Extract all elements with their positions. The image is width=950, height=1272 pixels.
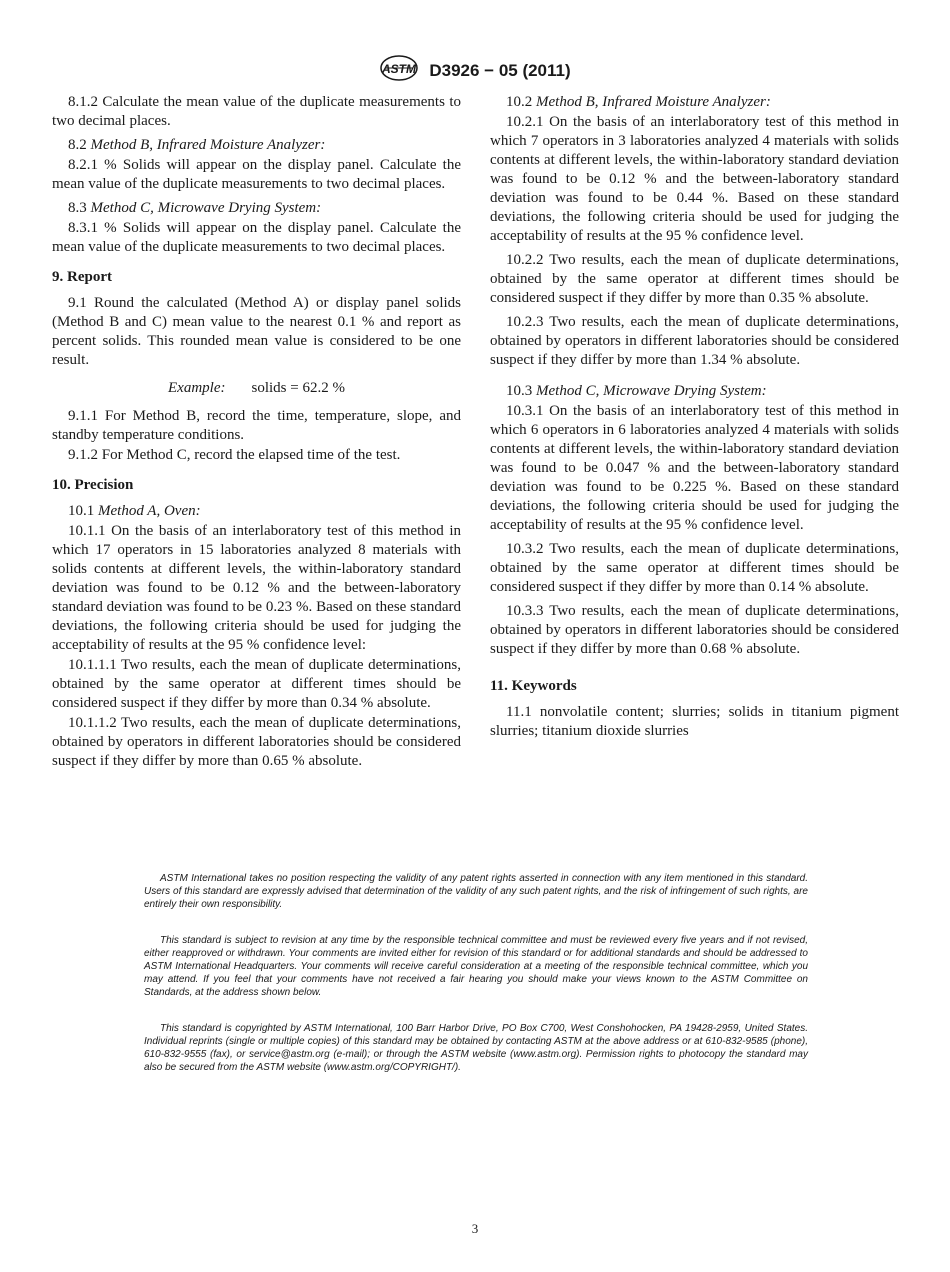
paragraph-10-3-1: 10.3.1 On the basis of an interlaboratory test of this method in which 6 operators in 6 laboratories analyzed 4 materials with solids contents at different levels, the within-laboratory standard deviation was found to be 0.047 % and the between-laboratory standard deviation was found to be 0.225 %. Based on these standard deviations, the following criteria should be used for judging the acceptability of results at the 95 % confidence level. <box>490 403 899 533</box>
paragraph-10-1-1-1: 10.1.1.1 Two results, each the mean of duplicate determinations, obtained by the same operator at different times should be considered suspect if they differ by more than 0.34 % absolute. <box>52 657 461 711</box>
section-heading-keywords: 11. Keywords <box>490 678 577 694</box>
heading-10-3: 10.3 Method C, Microwave Drying System: <box>506 383 767 399</box>
paragraph-10-2-1: 10.2.1 On the basis of an interlaboratory test of this method in which 7 operators in 3 laboratories analyzed 4 materials with solids contents at different levels, the within-laboratory standard deviation was found to be 0.12 % and the between-laboratory standard deviation was found to be 0.44 %. Based on these standard deviations, the following criteria should be used for judging the acceptability of results at the 95 % confidence level. <box>490 114 899 244</box>
paragraph-8-2-1: 8.2.1 % Solids will appear on the display panel. Calculate the mean value of the duplicate measurements to two decimal places. <box>52 157 461 192</box>
paragraph-8-1-2: 8.1.2 Calculate the mean value of the duplicate measurements to two decimal places. <box>52 94 461 129</box>
paragraph-10-3-3: 10.3.3 Two results, each the mean of duplicate determinations, obtained by operators in different laboratories should be considered suspect if they differ by more than 0.68 % absolute. <box>490 603 899 657</box>
svg-text:ASTM: ASTM <box>382 62 417 76</box>
right-column <box>490 93 899 746</box>
paragraph-9-1-1: 9.1.1 For Method B, record the time, temperature, slope, and standby temperature conditions. <box>52 408 461 443</box>
section-heading-report: 9. Report <box>52 269 112 285</box>
footer-patent-notice: ASTM International takes no position respecting the validity of any patent rights asserted in connection with any item mentioned in this standard. Users of this standard are expressly advised that determination of the validity of any such patent rights, and the risk of infringement of such rights, are entirely their own responsibility. <box>144 873 808 910</box>
heading-8-3: 8.3 Method C, Microwave Drying System: <box>68 200 322 216</box>
example-line: Example: solids = 62.2 % <box>168 380 345 396</box>
paragraph-10-1-1-2: 10.1.1.2 Two results, each the mean of duplicate determinations, obtained by operators in different laboratories should be considered suspect if they differ by more than 0.65 % absolute. <box>52 715 461 769</box>
section-heading-precision: 10. Precision <box>52 477 134 493</box>
astm-logo <box>379 54 419 87</box>
heading-8-2: 8.2 Method B, Infrared Moisture Analyzer: <box>68 137 326 153</box>
paragraph-10-1-1: 10.1.1 On the basis of an interlaboratory test of this method in which 17 operators in 15 laboratories analyzed 8 materials with solids contents at different levels, the within-laboratory standard deviation was found to be 0.12 % and the between-laboratory standard deviation was found to be 0.23 %. Based on these standard deviations, the following criteria should be used for judging the acceptability of results at the 95 % confidence level: <box>52 523 461 653</box>
paragraph-8-3-1: 8.3.1 % Solids will appear on the display panel. Calculate the mean value of the duplicate measurements to two decimal places. <box>52 220 461 255</box>
left-column <box>52 93 461 776</box>
page-number: 3 <box>471 1221 479 1236</box>
page-header <box>0 54 950 87</box>
footer-copyright-notice: This standard is copyrighted by ASTM International, 100 Barr Harbor Drive, PO Box C700, West Conshohocken, PA 19428-2959, United States. Individual reprints (single or multiple copies) of this standard may be obtained by contacting ASTM at the above address or at 610-832-9585 (phone), 610-832-9555 (fax), or service@astm.org (e-mail); or through the ASTM website (www.astm.org). Permission rights to photocopy the standard may also be secured from the ASTM website (www.astm.org/COPYRIGHT/). <box>144 1023 808 1073</box>
paragraph-11-1: 11.1 nonvolatile content; slurries; solids in titanium pigment slurries; titanium dioxide slurries <box>490 704 899 739</box>
heading-10-1: 10.1 Method A, Oven: <box>68 503 201 519</box>
paragraph-10-3-2: 10.3.2 Two results, each the mean of duplicate determinations, obtained by the same operator at different times should be considered suspect if they differ by more than 0.14 % absolute. <box>490 541 899 595</box>
footer-revision-notice: This standard is subject to revision at any time by the responsible technical committee and must be reviewed every five years and if not revised, either reapproved or withdrawn. Your comments are invited either for revision of this standard or for additional standards and should be addressed to ASTM International Headquarters. Your comments will receive careful consideration at a meeting of the responsible technical committee, which you may attend. If you feel that your comments have not received a fair hearing you should make your views known to the ASTM Committee on Standards, at the address shown below. <box>144 935 808 998</box>
heading-10-2: 10.2 Method B, Infrared Moisture Analyzer: <box>506 94 771 110</box>
paragraph-10-2-3: 10.2.3 Two results, each the mean of duplicate determinations, obtained by operators in different laboratories should be considered suspect if they differ by more than 1.34 % absolute. <box>490 314 899 368</box>
paragraph-10-2-2: 10.2.2 Two results, each the mean of duplicate determinations, obtained by the same operator at different times should be considered suspect if they differ by more than 0.35 % absolute. <box>490 252 899 306</box>
paragraph-9-1-2: 9.1.2 For Method C, record the elapsed time of the test. <box>68 447 401 463</box>
paragraph-9-1: 9.1 Round the calculated (Method A) or display panel solids (Method B and C) mean value to the nearest 0.1 % and report as percent solids. This rounded mean value is considered to be one result. <box>52 295 461 368</box>
designation: D3926 − 05 (2011) <box>429 60 571 80</box>
